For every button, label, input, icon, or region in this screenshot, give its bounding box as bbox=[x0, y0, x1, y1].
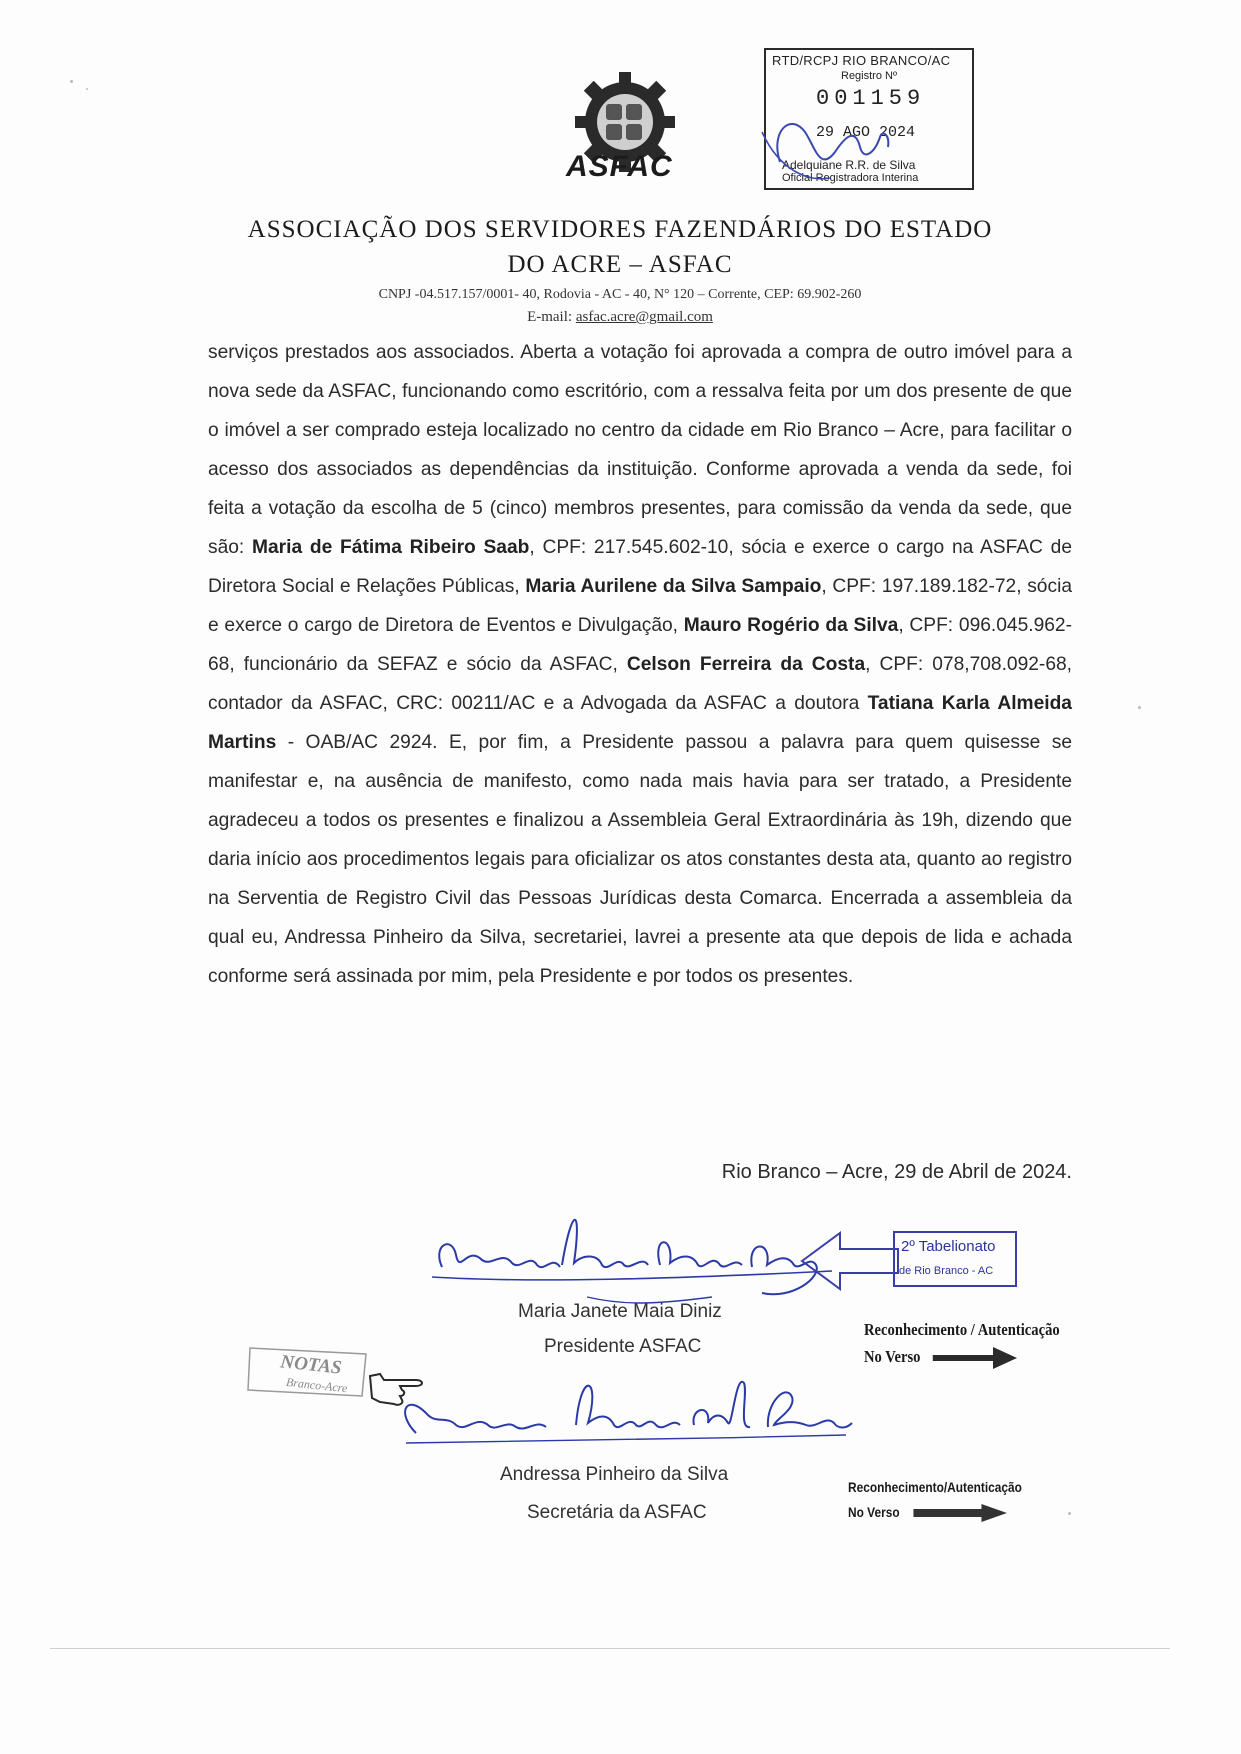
title-line-2: DO ACRE – ASFAC bbox=[507, 251, 733, 278]
notas-stamp bbox=[246, 1334, 376, 1404]
secretary-name: Andressa Pinheiro da Silva bbox=[500, 1464, 729, 1485]
stamp-header: RTD/RCPJ RIO BRANCO/AC bbox=[772, 53, 951, 68]
tabelionato-stamp bbox=[893, 1231, 1017, 1287]
stamp-date: 29 AGO 2024 bbox=[816, 124, 916, 141]
recognition-2-line-1: Reconhecimento/Autenticação bbox=[848, 1479, 1022, 1495]
member-4-name: Celson Ferreira da Costa bbox=[626, 654, 866, 675]
recognition-1-line-2: No Verso bbox=[864, 1343, 1060, 1370]
recognition-1-line-1: Reconhecimento / Autenticação bbox=[864, 1320, 1060, 1339]
cnpj-line: CNPJ -04.517.157/0001- 40, Rodovia - AC - 40, N° 120 – Corrente, CEP: 69.902-260 bbox=[378, 287, 862, 302]
member-5-desc: - OAB/AC 2924. E, por fim, a Presidente passou a palavra para quem quisesse se manifestar e, na ausência de manifesto, como nada mais havia para ser tratado, a Presidente agradeceu a todos os presentes e finalizou a Assembleia Geral Extraordinária às 19h, dizendo que daria início aos procedimentos legais para oficializar os atos constantes desta ata, quanto ao registro na Serventia de Registro Civil das Pessoas Jurídicas desta Comarca. Encerrada a assembleia da qual eu, Andressa Pinheiro da Silva, secretariei, lavrei a presente ata que depois de lida e achada conforme será assinada por mim, pela Presidente e por todos os presentes. bbox=[208, 732, 1072, 987]
stamp-officer-role: Oficial Registradora Interina bbox=[782, 172, 919, 184]
stamp-number: 001159 bbox=[816, 86, 926, 111]
arrow-icon bbox=[800, 1227, 900, 1297]
notas-text: NOTAS bbox=[279, 1351, 343, 1379]
member-2-desc: , CPF: 197.189.182-72, sócia e exerce o cargo de Diretora de Eventos e Divulgação, bbox=[208, 576, 1073, 636]
page-bottom-edge bbox=[50, 1648, 1170, 1649]
logo-text: ASFAC bbox=[566, 150, 673, 183]
scan-speck bbox=[1068, 1512, 1071, 1515]
notas-subtext: Branco-Acre bbox=[285, 1374, 349, 1396]
tabelionato-line-1: 2º Tabelionato bbox=[901, 1238, 996, 1255]
email-label: E-mail: bbox=[527, 309, 576, 325]
secretary-signature-text: Andressa Pinheiro da Silva bbox=[376, 1350, 569, 1367]
association-title bbox=[160, 212, 1080, 282]
scan-speck bbox=[70, 80, 73, 83]
email-link[interactable]: asfac.acre@gmail.com bbox=[575, 309, 713, 325]
president-signature bbox=[412, 1192, 862, 1315]
tabelionato-line-2: de Rio Branco - AC bbox=[899, 1265, 994, 1277]
secretary-role: Secretária da ASFAC bbox=[527, 1502, 707, 1523]
member-3-desc: , CPF: 096.045.962-68, funcionário da SEFAZ e sócio da ASFAC, bbox=[208, 615, 1072, 675]
president-name: Maria Janete Maia Diniz bbox=[518, 1301, 722, 1322]
arrow-right-icon bbox=[913, 1504, 1007, 1522]
member-1-name: Maria de Fátima Ribeiro Saab bbox=[252, 537, 530, 558]
member-5-name: Tatiana Karla Almeida Martins bbox=[208, 693, 1072, 753]
member-1-desc: , CPF: 217.545.602-10, sócia e exerce o cargo na ASFAC de Diretora Social e Relações Públicas, bbox=[208, 537, 1072, 597]
dateline: Rio Branco – Acre, 29 de Abril de 2024. bbox=[721, 1161, 1072, 1183]
scan-speck bbox=[86, 88, 88, 90]
recognition-stamp-2 bbox=[848, 1475, 1022, 1525]
member-4-desc: , CPF: 078,708.092-68, contador da ASFAC, CRC: 00211/AC e a Advogada da ASFAC a doutora bbox=[208, 654, 1072, 714]
stamp-registro-label: Registro Nº bbox=[841, 70, 897, 82]
secretary-signature bbox=[376, 1350, 856, 1468]
body-text-1: serviços prestados aos associados. Aberta a votação foi aprovada a compra de outro imóvel para a nova sede da ASFAC, funcionando como escritório, com a ressalva feita por um dos presente de que o imóvel a ser comprado esteja localizado no centro da cidade em Rio Branco – Acre, para facilitar o acesso dos associados as dependências da instituição. Conforme aprovada a venda da sede, foi feita a votação da escolha de 5 (cinco) membros presentes, para comissão da venda da sede, que são: bbox=[208, 342, 1072, 558]
president-signature-text: Maria Janete Maia Diniz bbox=[412, 1192, 584, 1209]
email-line bbox=[160, 309, 1080, 326]
recognition-stamp-1 bbox=[864, 1316, 1060, 1370]
member-3-name: Mauro Rogério da Silva bbox=[683, 615, 899, 636]
stamp-officer-name: Adelquiane R.R. de Silva bbox=[782, 158, 916, 172]
title-line-1: ASSOCIAÇÃO DOS SERVIDORES FAZENDÁRIOS DO ESTADO bbox=[247, 216, 993, 243]
member-2-name: Maria Aurilene da Silva Sampaio bbox=[525, 576, 822, 597]
recognition-2-line-2: No Verso bbox=[848, 1500, 1022, 1525]
president-role: Presidente ASFAC bbox=[544, 1336, 702, 1357]
scan-speck bbox=[1138, 706, 1141, 709]
arrow-right-icon bbox=[933, 1347, 1017, 1369]
minutes-body bbox=[208, 333, 1072, 996]
officer-signature bbox=[760, 92, 920, 182]
